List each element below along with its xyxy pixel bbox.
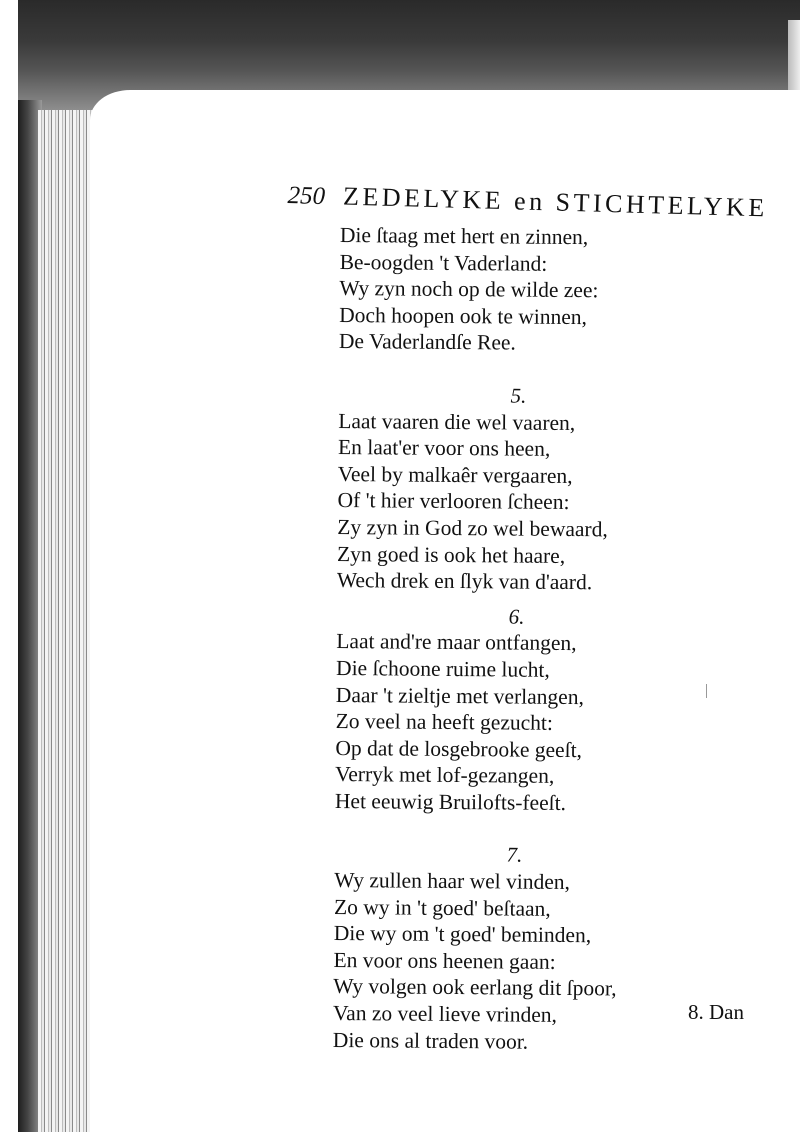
stanza — [339, 222, 740, 358]
running-title: ZEDELYKE en STICHTELYKE — [342, 181, 769, 223]
scan-smudge — [706, 684, 707, 698]
stanza — [337, 381, 739, 597]
verse-line: Zo wy in 't goed' beſtaan, — [333, 894, 551, 921]
verse-line: Be-oogden 't Vaderland: — [339, 249, 548, 276]
verse-line: Wy volgen ook eerlang dit ſpoor, — [333, 974, 617, 1001]
stanza-number: 7. — [506, 842, 523, 868]
page-stack-edges — [38, 110, 98, 1132]
poem-body — [333, 222, 740, 1057]
stanza — [335, 602, 737, 818]
verse-line: En laat'er voor ons heen, — [337, 435, 551, 461]
catchword: 8. Dan — [688, 1000, 744, 1024]
verse-line: Laat vaaren die wel vaaren, — [338, 408, 576, 435]
verse-line: Verryk met lof-gezangen, — [335, 762, 555, 789]
page-number: 250 — [287, 181, 326, 211]
verse-line: De Vaderlandſe Ree. — [338, 329, 516, 355]
verse-line: Zo veel na heeft gezucht: — [335, 709, 554, 735]
verse-line: Die wy om 't goed' beminden, — [333, 921, 592, 948]
verse-line: En voor ons heenen gaan: — [333, 947, 556, 974]
verse-line: Zyn goed is ook het haare, — [337, 541, 566, 568]
verse-line: Die ſtaag met hert en zinnen, — [339, 222, 589, 250]
verse-line: Veel by malkaêr vergaaren, — [337, 461, 573, 488]
verse-line: Zy zyn in God zo wel bewaard, — [337, 514, 608, 542]
verse-line: Wech drek en ſlyk van d'aard. — [336, 568, 593, 595]
verse-line: Die ſchoone ruime lucht, — [336, 655, 550, 682]
verse-line: Doch hoopen ook te winnen, — [339, 302, 588, 329]
stanza-number: 5. — [510, 383, 527, 408]
verse-line: Het eeuwig Bruilofts-feeſt. — [334, 788, 567, 815]
verse-line: Op dat de losgebrooke geeſt, — [335, 735, 583, 762]
verse-line: Of 't hier verlooren ſcheen: — [337, 488, 570, 515]
stanza-number: 6. — [508, 604, 525, 629]
verse-line: Wy zyn noch op de wilde zee: — [339, 276, 599, 303]
verse-line: Van zo veel lieve vrinden, — [332, 1001, 558, 1027]
stanza — [333, 840, 735, 1056]
verse-line: Wy zullen haar wel vinden, — [334, 868, 571, 895]
verse-line: Laat and're maar ontfangen, — [336, 629, 577, 656]
verse-line: Die ons al traden voor. — [332, 1027, 529, 1054]
verse-line: Daar 't zieltje met verlangen, — [335, 682, 585, 709]
